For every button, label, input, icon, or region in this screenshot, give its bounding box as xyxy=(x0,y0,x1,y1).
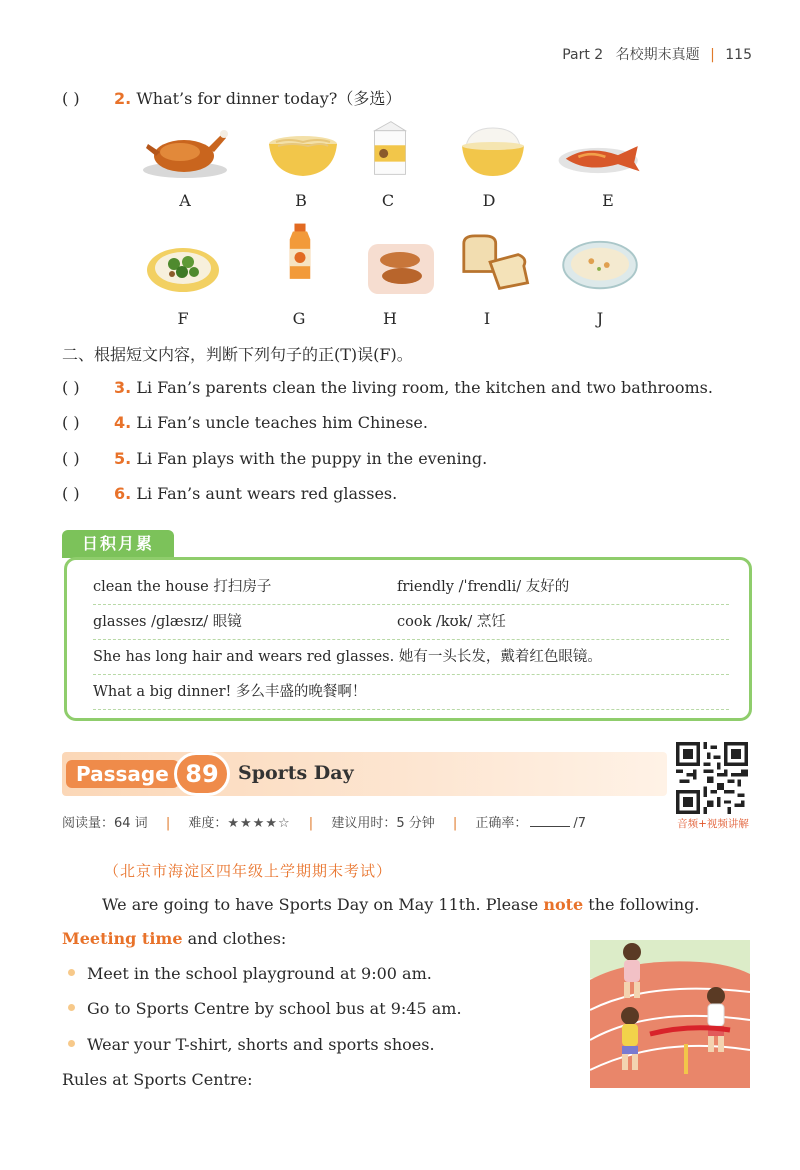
question-text: Li Fan’s parents clean the living room, the kitchen and two bathrooms. xyxy=(136,378,713,397)
word-count: 阅读量：64 词 xyxy=(62,816,148,831)
page-number: 115 xyxy=(725,47,752,63)
bullet-text: Meet in the school playground at 9:00 am. xyxy=(87,964,432,983)
bread-icon xyxy=(446,234,536,294)
passage-title: Sports Day xyxy=(238,762,354,784)
question-text: Li Fan’s aunt wears red glasses. xyxy=(136,484,398,503)
food-label-d: D xyxy=(482,191,496,210)
question-6 xyxy=(62,484,397,503)
bullet-icon xyxy=(68,969,75,976)
meeting-text: and clothes: xyxy=(182,929,287,948)
qr-label: 音频+视频讲解 xyxy=(677,818,749,830)
passage-intro xyxy=(102,895,699,914)
bullet-item xyxy=(68,999,462,1018)
vocab-item: clean the house 打扫房子 xyxy=(93,579,272,595)
keyword-note: note xyxy=(543,895,584,914)
vegetable-dish-icon xyxy=(138,238,228,298)
info-divider: | xyxy=(165,816,171,831)
answer-paren[interactable]: ( ) xyxy=(62,484,80,503)
answer-paren[interactable]: ( ) xyxy=(62,378,80,397)
bullet-item xyxy=(68,1035,435,1054)
meeting-heading xyxy=(62,929,286,948)
soup-bowl-icon xyxy=(555,236,645,296)
food-label-g: G xyxy=(292,309,306,328)
bullet-icon xyxy=(68,1004,75,1011)
header-part: Part 2 xyxy=(562,47,604,63)
question-number: 4. xyxy=(114,413,132,432)
juice-bottle-icon xyxy=(255,222,345,282)
fish-dish-icon xyxy=(555,126,645,186)
noodle-bowl-icon xyxy=(258,122,348,182)
food-label-c: C xyxy=(381,191,395,210)
rules-heading: Rules at Sports Centre: xyxy=(62,1070,253,1089)
accumulate-box xyxy=(64,557,752,721)
passage-info xyxy=(62,812,586,831)
page-header xyxy=(562,44,752,64)
sentence-row xyxy=(93,640,729,675)
bullet-icon xyxy=(68,1040,75,1047)
header-divider: | xyxy=(710,47,715,63)
food-label-a: A xyxy=(179,191,191,210)
cookies-icon xyxy=(356,238,446,298)
food-label-h: H xyxy=(383,309,397,328)
sentence-item: She has long hair and wears red glasses. 她有一头长发，戴着红色眼镜。 xyxy=(93,649,602,665)
vocab-row xyxy=(93,605,729,640)
food-label-f: F xyxy=(177,309,189,328)
question-number: 5. xyxy=(114,449,132,468)
bullet-text: Go to Sports Centre by school bus at 9:45 am. xyxy=(87,999,462,1018)
intro-text: We are going to have Sports Day on May 11th. Please xyxy=(102,895,544,914)
difficulty-label: 难度： xyxy=(188,816,228,831)
vocab-item: friendly /ˈfrendli/ 友好的 xyxy=(397,579,570,595)
header-title: 名校期末真题 xyxy=(615,47,700,63)
answer-paren[interactable]: ( ) xyxy=(62,449,80,468)
question-text: Li Fan plays with the puppy in the evening. xyxy=(136,449,488,468)
intro-text: the following. xyxy=(583,895,700,914)
question-number: 2. xyxy=(114,89,132,108)
difficulty-stars: ★★★★☆ xyxy=(227,816,291,831)
question-text: Li Fan’s uncle teaches him Chinese. xyxy=(136,413,428,432)
vocab-row xyxy=(93,570,729,605)
passage-banner xyxy=(62,752,667,796)
passage-label: Passage xyxy=(66,760,179,788)
sentence-item: What a big dinner! 多么丰盛的晚餐啊！ xyxy=(93,684,367,700)
food-label-j: J xyxy=(596,309,604,328)
food-label-i: I xyxy=(483,309,491,328)
section-heading: 二、根据短文内容，判断下列句子的正(T)误(F)。 xyxy=(62,345,413,364)
rice-bowl-icon xyxy=(448,122,538,182)
vocab-item: glasses /ɡlæsɪz/ 眼镜 xyxy=(93,614,242,630)
question-number: 6. xyxy=(114,484,132,503)
accuracy-blank[interactable] xyxy=(530,826,570,827)
food-label-b: B xyxy=(295,191,307,210)
sentence-row xyxy=(93,675,729,710)
question-3 xyxy=(62,378,713,397)
food-label-e: E xyxy=(602,191,614,210)
question-number: 3. xyxy=(114,378,132,397)
milk-carton-icon xyxy=(345,118,435,178)
keyword-meeting-time: Meeting time xyxy=(62,929,183,948)
passage-number: 89 xyxy=(174,752,230,796)
bullet-text: Wear your T-shirt, shorts and sports shoes. xyxy=(87,1035,435,1054)
question-4 xyxy=(62,413,428,432)
suggested-time: 建议用时：5 分钟 xyxy=(331,816,435,831)
passage-source: （北京市海淀区四年级上学期期末考试） xyxy=(104,862,393,880)
question-5 xyxy=(62,449,487,468)
question-2 xyxy=(62,86,401,109)
accuracy-total: /7 xyxy=(573,816,587,831)
accumulate-tag: 日积月累 xyxy=(62,530,174,558)
roast-chicken-icon xyxy=(140,122,230,182)
vocab-item: cook /kʊk/ 烹饪 xyxy=(397,614,506,630)
running-kids-illustration xyxy=(590,940,750,1088)
accuracy-label: 正确率： xyxy=(475,816,528,831)
info-divider: | xyxy=(452,816,458,831)
bullet-item xyxy=(68,964,432,983)
qr-code-icon[interactable] xyxy=(676,742,748,814)
answer-paren[interactable]: ( ) xyxy=(62,413,80,432)
info-divider: | xyxy=(308,816,314,831)
answer-paren[interactable]: ( ) xyxy=(62,89,80,108)
question-text: What’s for dinner today?（多选） xyxy=(136,89,402,108)
